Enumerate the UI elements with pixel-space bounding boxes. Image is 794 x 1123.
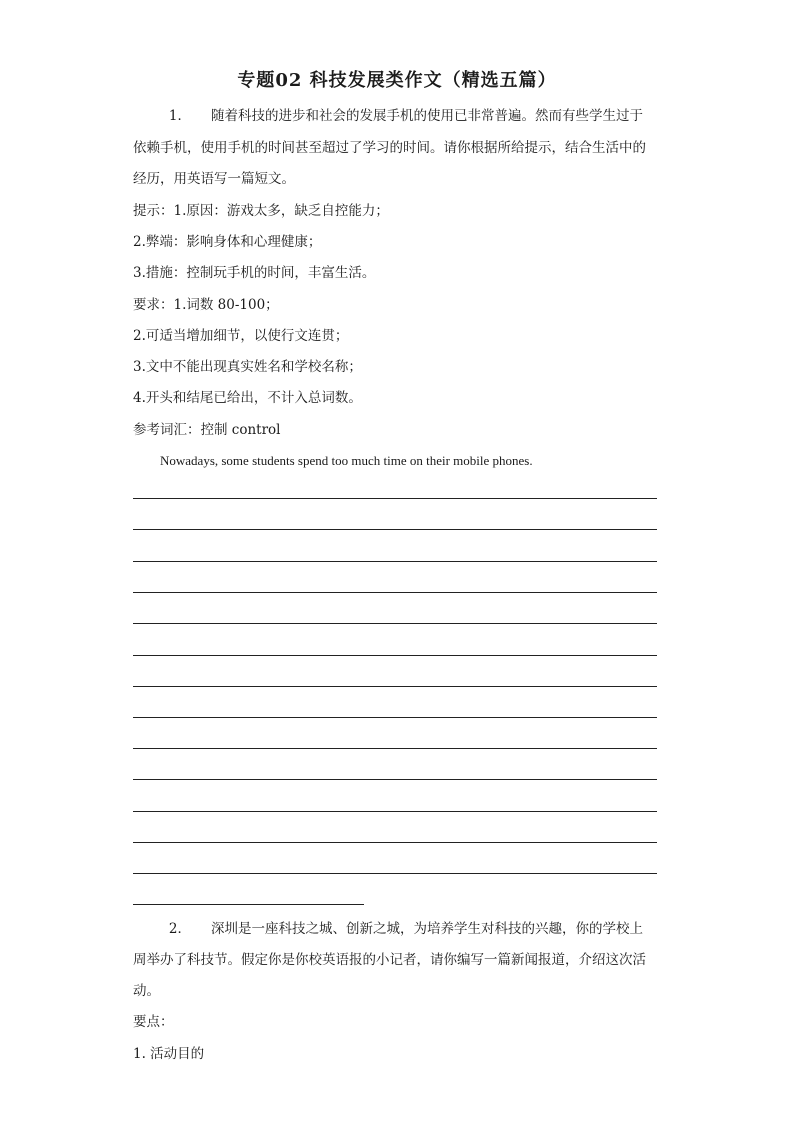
q2-text-3: 动。 <box>133 983 160 999</box>
q2-text-1: 深圳是一座科技之城、创新之城，为培养学生对科技的兴趣，你的学校上 <box>211 921 643 937</box>
q2-number: 2． <box>168 921 191 937</box>
answer-line <box>133 717 657 718</box>
page-title: 专题02 科技发展类作文（精选五篇） <box>237 70 557 91</box>
answer-line <box>133 623 657 624</box>
q1-requirement-2: 2.可适当增加细节，以使行文连贯； <box>133 328 349 344</box>
answer-line <box>133 748 657 749</box>
answer-line <box>133 561 657 562</box>
q2-point-1: 1. 活动目的 <box>133 1046 205 1062</box>
q1-hint-2: 2.弊端：影响身体和心理健康； <box>133 234 322 250</box>
q1-hint-1: 提示：1.原因：游戏太多，缺乏自控能力； <box>133 203 389 219</box>
q2-line-1 <box>133 920 643 938</box>
answer-line <box>133 655 657 656</box>
q1-line-1 <box>133 107 643 125</box>
q1-text-1: 随着科技的进步和社会的发展手机的使用已非常普遍。然而有些学生过于 <box>211 108 643 124</box>
q1-hint-3: 3.措施：控制玩手机的时间，丰富生活。 <box>133 265 376 281</box>
q1-number: 1． <box>168 108 191 124</box>
q1-requirement-3: 3.文中不能出现真实姓名和学校名称； <box>133 359 362 375</box>
answer-line <box>133 498 657 499</box>
answer-line <box>133 529 657 530</box>
answer-line <box>133 842 657 843</box>
answer-line <box>133 811 657 812</box>
answer-line <box>133 873 657 874</box>
q1-requirement-1: 要求：1.词数 80-100； <box>133 297 279 313</box>
answer-line <box>133 779 657 780</box>
q1-vocabulary: 参考词汇：控制 control <box>133 422 281 438</box>
answer-line <box>133 592 657 593</box>
q1-requirement-4: 4.开头和结尾已给出，不计入总词数。 <box>133 390 362 406</box>
q1-opening-sentence: Nowadays, some students spend too much time on their mobile phones. <box>160 453 533 468</box>
q1-text-2: 依赖手机，使用手机的时间甚至超过了学习的时间。请你根据所给提示，结合生活中的 <box>133 140 646 156</box>
q1-text-3: 经历，用英语写一篇短文。 <box>133 171 295 187</box>
q2-text-2: 周举办了科技节。假定你是你校英语报的小记者，请你编写一篇新闻报道，介绍这次活 <box>133 952 646 968</box>
answer-line <box>133 686 657 687</box>
q2-points-label: 要点： <box>133 1014 174 1030</box>
answer-line-end <box>133 904 364 905</box>
